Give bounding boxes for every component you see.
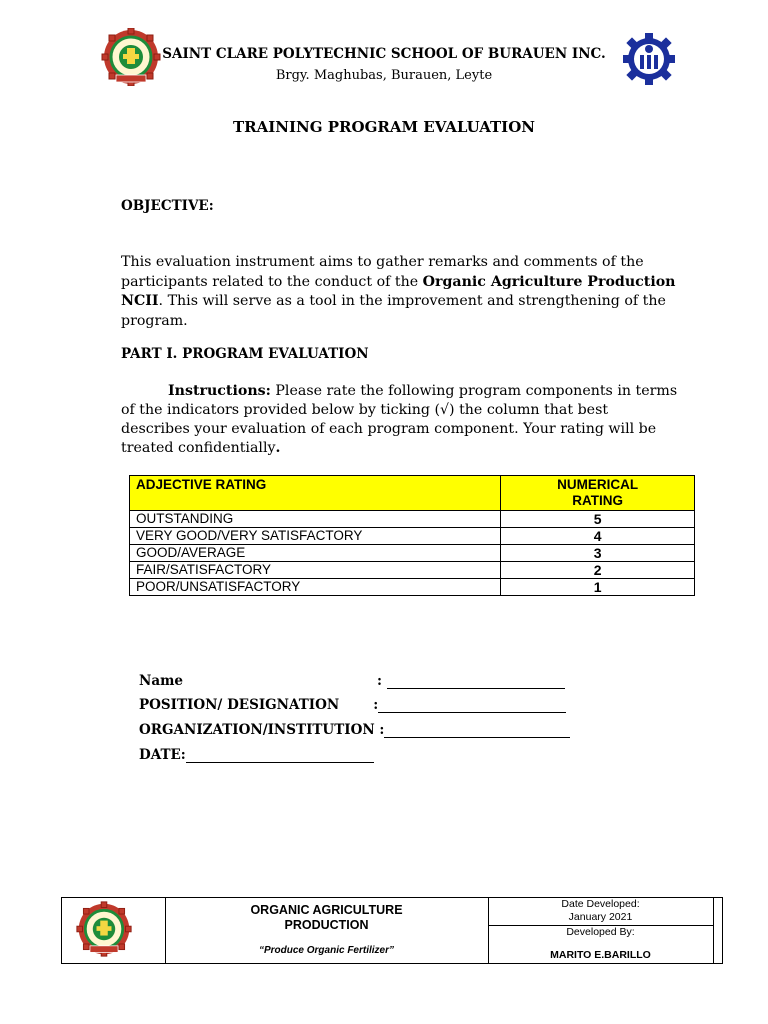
date-developed-value: January 2021 (568, 910, 633, 923)
school-name: SAINT CLARE POLYTECHNIC SCHOOL OF BURAUEN INC. (162, 46, 606, 62)
document-footer (61, 897, 723, 964)
footer-school-seal-logo (75, 901, 133, 957)
name-colon: : (376, 673, 382, 689)
footer-program-cell (165, 898, 489, 963)
footer-info-cell (488, 898, 714, 963)
table-row (130, 562, 695, 579)
adjective-cell: OUTSTANDING (130, 511, 501, 528)
name-label: Name (139, 673, 183, 689)
name-blank-line[interactable] (387, 674, 565, 689)
header-adjective-rating: ADJECTIVE RATING (130, 476, 501, 511)
numeric-cell: 5 (501, 511, 695, 528)
numeric-cell: 3 (501, 545, 695, 562)
instructions-text: Please rate the following program components in terms of the indicators provided below by ticking (√) the column that best describes your evaluation of each program component. Your rating will be treated confidentially (121, 383, 678, 456)
footer-date-block (488, 898, 713, 926)
organization-label: ORGANIZATION/INSTITUTION : (139, 722, 385, 738)
organization-field-row (139, 722, 570, 738)
table-row (130, 545, 695, 562)
numeric-cell: 1 (501, 579, 695, 596)
instructions-label: Instructions: (168, 383, 271, 399)
table-row (130, 528, 695, 545)
adjective-cell: VERY GOOD/VERY SATISFACTORY (130, 528, 501, 545)
header-numerical-rating: NUMERICAL RATING (501, 476, 695, 511)
name-field-row (139, 673, 565, 689)
objective-paragraph (121, 253, 681, 331)
developer-name: MARITO E.BARILLO (550, 949, 651, 961)
table-row (130, 579, 695, 596)
instructions-paragraph (121, 382, 681, 458)
position-label: POSITION/ DESIGNATION (139, 697, 340, 713)
program-name: Organic Agriculture Production NCII (121, 273, 676, 309)
objective-text-after: . This will serve as a tool in the improvement and strengthening of the program. (121, 293, 666, 329)
position-blank-line[interactable] (378, 698, 566, 713)
date-blank-line[interactable] (186, 748, 374, 763)
organization-blank-line[interactable] (384, 723, 570, 738)
adjective-cell: POOR/UNSATISFACTORY (130, 579, 501, 596)
numeric-cell: 4 (501, 528, 695, 545)
part1-heading: PART I. PROGRAM EVALUATION (121, 346, 369, 362)
adjective-cell: GOOD/AVERAGE (130, 545, 501, 562)
footer-logo-cell (62, 898, 166, 963)
rating-scale-table (129, 475, 695, 596)
objective-heading: OBJECTIVE: (121, 198, 214, 214)
footer-program-line1: ORGANIC AGRICULTURE (250, 903, 403, 917)
footer-tagline: “Produce Organic Fertilizer” (258, 945, 395, 956)
school-address: Brgy. Maghubas, Burauen, Leyte (275, 68, 493, 83)
table-row (130, 511, 695, 528)
date-developed-label: Date Developed: (561, 898, 640, 910)
instructions-end: . (275, 440, 281, 456)
position-colon: : (373, 697, 379, 713)
position-field-row (139, 697, 566, 713)
adjective-cell: FAIR/SATISFACTORY (130, 562, 501, 579)
date-label: DATE: (139, 747, 186, 763)
numeric-cell: 2 (501, 562, 695, 579)
document-title: TRAINING PROGRAM EVALUATION (233, 118, 535, 136)
footer-program-line2: PRODUCTION (284, 918, 369, 932)
objective-text-before: This evaluation instrument aims to gather remarks and comments of the participants related to the conduct of the (121, 254, 644, 290)
date-field-row (139, 747, 374, 763)
developed-by-label: Developed By: (566, 926, 635, 938)
